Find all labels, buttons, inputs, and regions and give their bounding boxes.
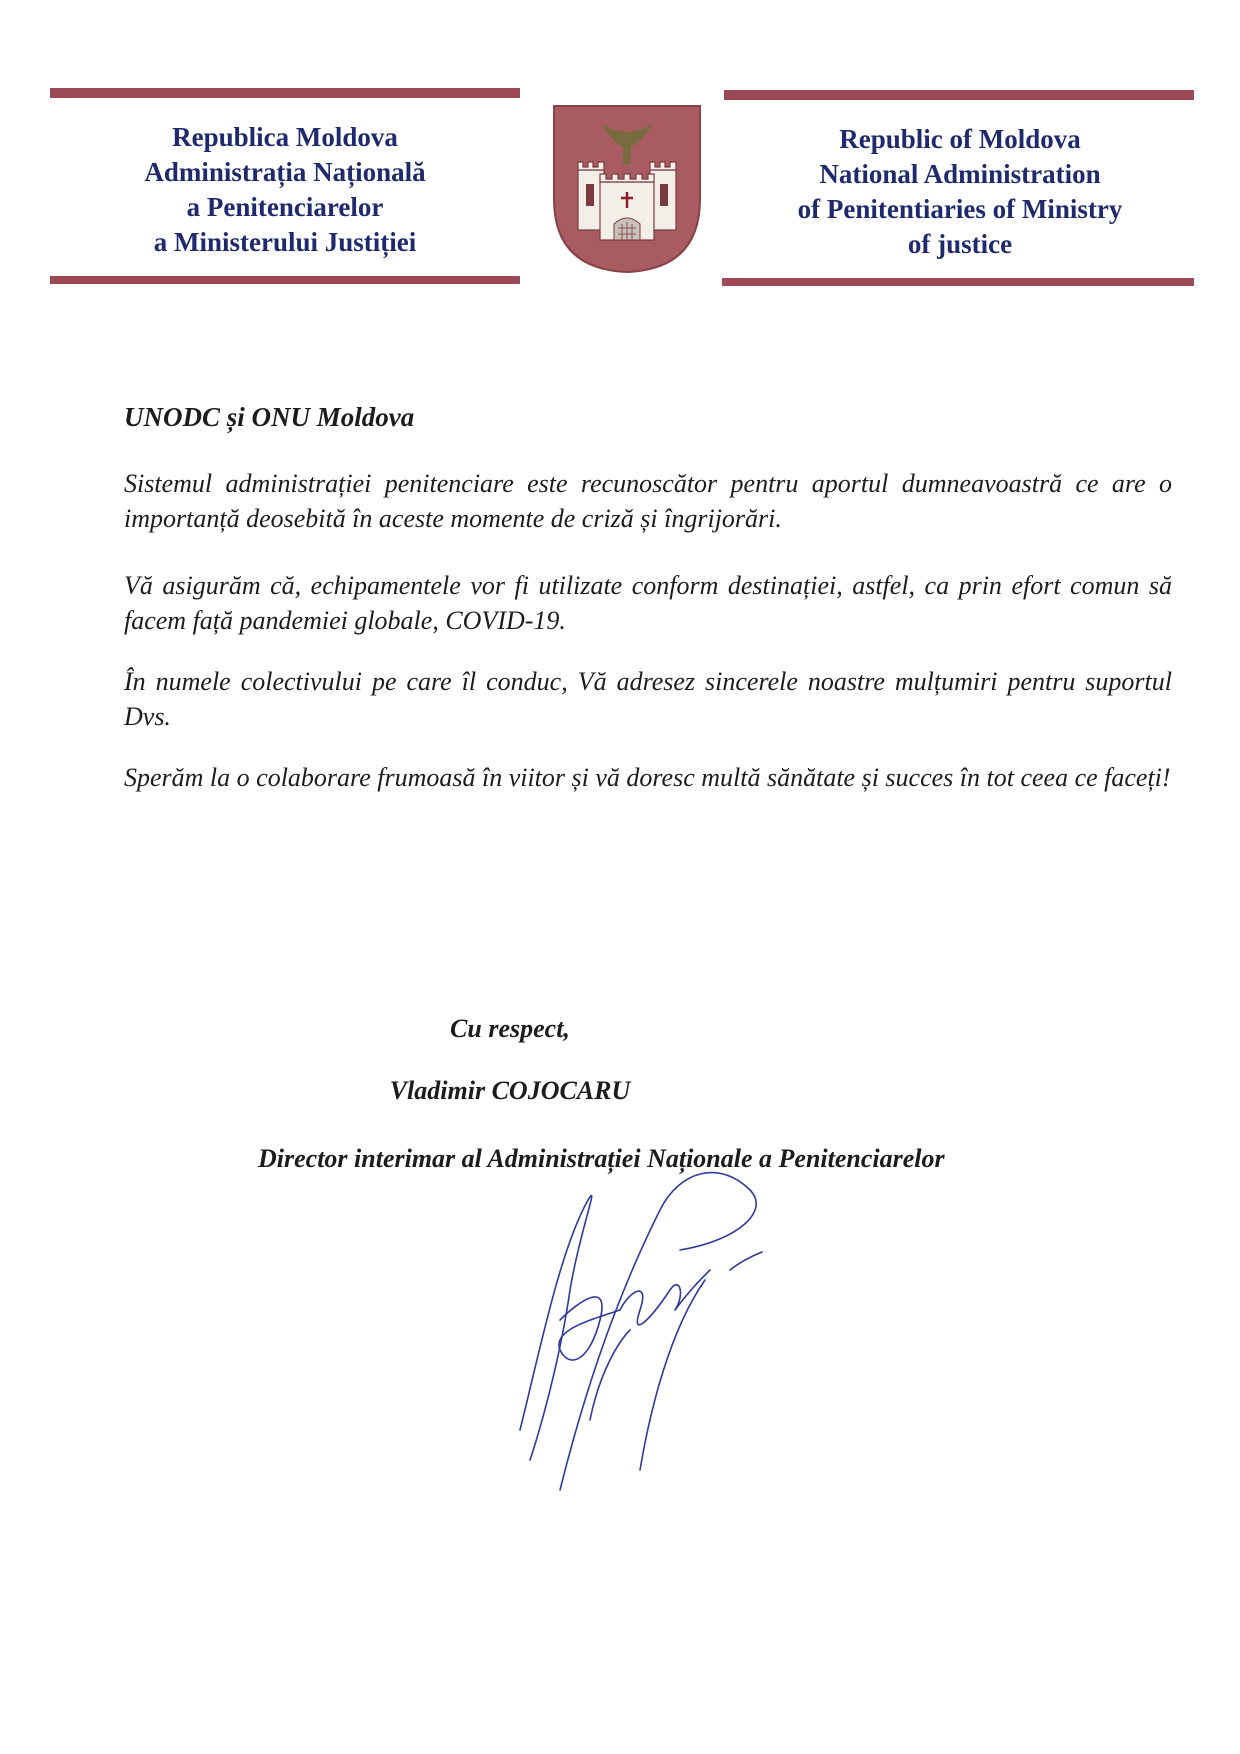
header-right-line: Republic of Moldova bbox=[839, 124, 1081, 154]
header-band-left-bottom bbox=[50, 276, 520, 284]
header-left-text bbox=[60, 120, 510, 260]
signatory-name: Vladimir COJOCARU bbox=[389, 1076, 631, 1105]
header-left-line: Administrația Națională bbox=[144, 157, 426, 187]
letter-paragraph-3: În numele colectivului pe care îl conduc, Vă adresez sincerele noastre mulțumiri pentru suportul Dvs. bbox=[124, 667, 1172, 731]
letter-paragraph-1: Sistemul administrației penitenciare este recunoscător pentru aportul dumneavoastră ce are o importanță deosebită în aceste momente de criză și îngrijorări. bbox=[124, 469, 1172, 533]
closing-salutation: Cu respect, bbox=[450, 1014, 570, 1043]
header-band-right-bottom bbox=[722, 278, 1194, 286]
letter-recipient: UNODC și ONU Moldova bbox=[124, 402, 415, 432]
letter-paragraph-4: Sperăm la o colaborare frumoasă în viitor și vă doresc multă sănătate și succes în tot ceea ce faceți! bbox=[124, 763, 1171, 792]
header-left-line: a Ministerului Justiției bbox=[153, 227, 417, 257]
header-right-text bbox=[734, 122, 1186, 262]
header-right-line: National Administration bbox=[819, 159, 1101, 189]
coat-of-arms-icon bbox=[552, 104, 702, 274]
header-right-line: of Penitentiaries of Ministry bbox=[797, 194, 1123, 224]
letter-paragraph-2: Vă asigurăm că, echipamentele vor fi utilizate conform destinației, astfel, ca prin efort comun să facem față pandemiei globale, COVID-19. bbox=[124, 571, 1172, 635]
header-left-line: a Penitenciarelor bbox=[186, 192, 384, 222]
header-right-line: of justice bbox=[907, 229, 1013, 259]
header-band-left-top bbox=[50, 88, 520, 98]
header-left-line: Republica Moldova bbox=[172, 122, 398, 152]
signatory-position: Director interimar al Administrației Naționale a Penitenciarelor bbox=[258, 1144, 945, 1173]
header-band-right-top bbox=[724, 90, 1194, 100]
handwritten-signature bbox=[500, 1170, 800, 1500]
